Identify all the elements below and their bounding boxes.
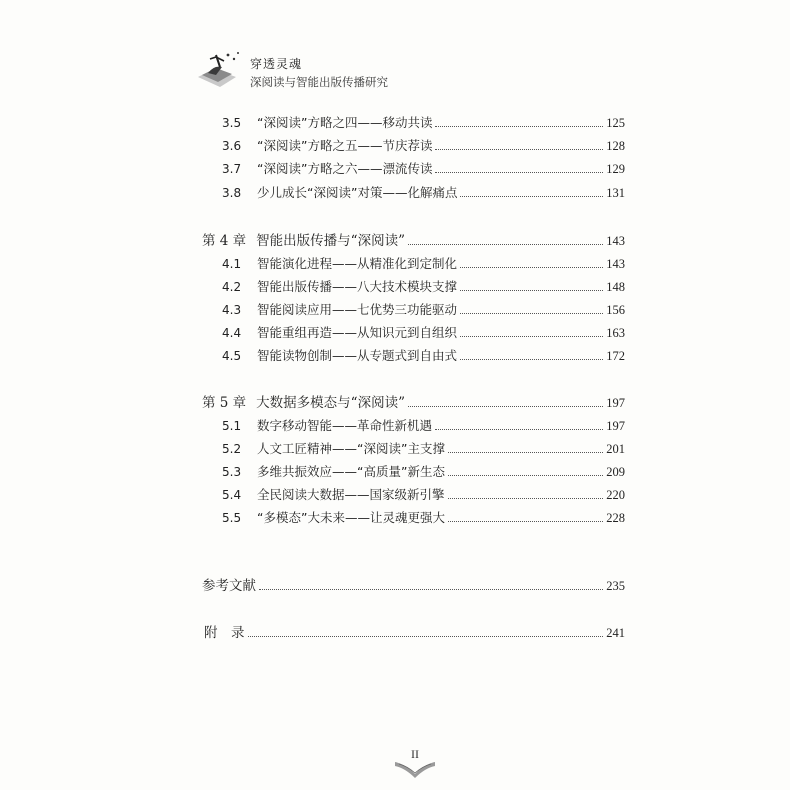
leader-dots bbox=[448, 474, 603, 476]
toc-chapter-5[interactable]: 第 5 章 大数据多模态与“深阅读” 197 bbox=[202, 395, 625, 411]
toc-entry-4-2[interactable]: 4.2 智能出版传播——八大技术模块支撑 148 bbox=[222, 279, 625, 294]
toc-entry-4-1[interactable]: 4.1 智能演化进程——从精准化到定制化 143 bbox=[222, 256, 625, 271]
leader-dots bbox=[435, 148, 603, 150]
leader-dots bbox=[460, 335, 603, 337]
toc-references[interactable]: 参考文献 235 bbox=[202, 578, 625, 594]
toc-entry-3-6[interactable]: 3.6 “深阅读”方略之五——节庆荐读 128 bbox=[222, 138, 625, 153]
toc-entry-4-3[interactable]: 4.3 智能阅读应用——七优势三功能驱动 156 bbox=[222, 302, 625, 317]
leader-dots bbox=[460, 358, 603, 360]
leader-dots bbox=[435, 428, 603, 430]
leader-dots bbox=[460, 266, 603, 268]
leader-dots bbox=[248, 635, 604, 637]
header-title: 穿透灵魂 bbox=[250, 57, 303, 71]
toc-appendix[interactable]: 附 录 241 bbox=[204, 625, 625, 641]
leader-dots bbox=[408, 405, 603, 407]
toc-entry-3-7[interactable]: 3.7 “深阅读”方略之六——漂流传读 129 bbox=[222, 161, 625, 176]
leader-dots bbox=[448, 520, 603, 522]
leader-dots bbox=[408, 243, 603, 245]
leader-dots bbox=[448, 497, 604, 499]
toc-entry-4-5[interactable]: 4.5 智能读物创制——从专题式到自由式 172 bbox=[222, 348, 625, 363]
toc-chapter-4[interactable]: 第 4 章 智能出版传播与“深阅读” 143 bbox=[202, 233, 625, 249]
leader-dots bbox=[435, 171, 603, 173]
page-number: II bbox=[411, 747, 419, 761]
toc-entry-5-5[interactable]: 5.5 “多模态”大未来——让灵魂更强大 228 bbox=[222, 510, 625, 525]
toc-entry-3-5[interactable]: 3.5 “深阅读”方略之四——移动共读 125 bbox=[222, 115, 625, 130]
leader-dots bbox=[460, 195, 603, 197]
toc-entry-4-4[interactable]: 4.4 智能重组再造——从知识元到自组织 163 bbox=[222, 325, 625, 340]
header-subtitle: 深阅读与智能出版传播研究 bbox=[250, 75, 388, 89]
toc-entry-5-1[interactable]: 5.1 数字移动智能——革命性新机遇 197 bbox=[222, 418, 625, 433]
book-logo-icon bbox=[196, 47, 242, 89]
toc-entry-5-2[interactable]: 5.2 人文工匠精神——“深阅读”主支撑 201 bbox=[222, 441, 625, 456]
toc-entry-3-8[interactable]: 3.8 少儿成长“深阅读”对策——化解痛点 131 bbox=[222, 185, 625, 200]
leader-dots bbox=[435, 125, 603, 127]
leader-dots bbox=[448, 451, 603, 453]
toc-entry-5-4[interactable]: 5.4 全民阅读大数据——国家级新引擎 220 bbox=[222, 487, 625, 502]
leader-dots bbox=[460, 312, 603, 314]
leader-dots bbox=[460, 289, 603, 291]
leader-dots bbox=[259, 588, 603, 590]
open-book-ornament-icon bbox=[393, 758, 437, 780]
toc-entry-5-3[interactable]: 5.3 多维共振效应——“高质量”新生态 209 bbox=[222, 464, 625, 479]
